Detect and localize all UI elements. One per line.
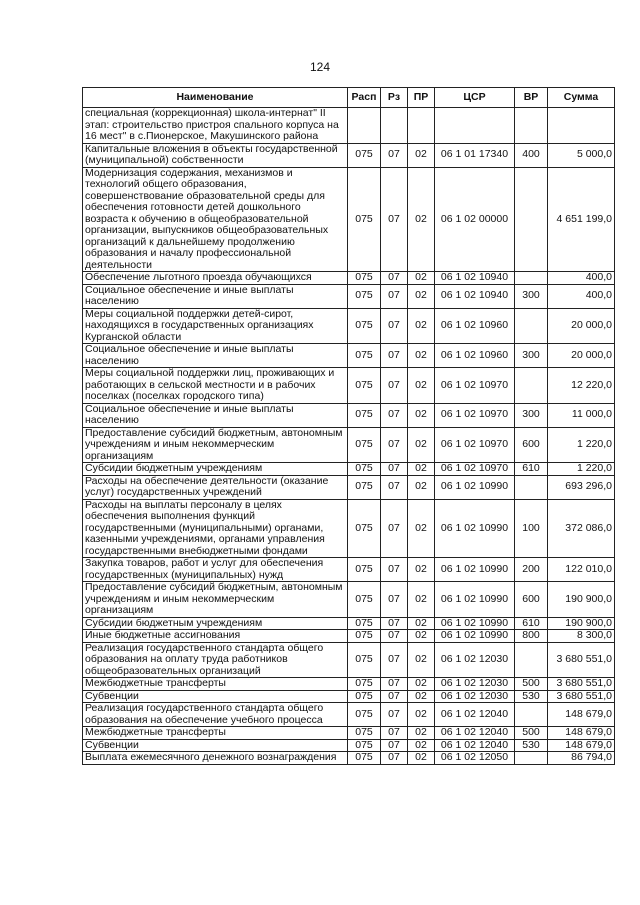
pr-cell (408, 108, 435, 144)
vr-cell: 610 (515, 617, 548, 630)
vr-cell: 800 (515, 630, 548, 643)
rasp-cell: 075 (348, 284, 381, 308)
rasp-cell: 075 (348, 427, 381, 463)
csr-cell: 06 1 02 00000 (435, 167, 515, 272)
sum-cell: 4 651 199,0 (548, 167, 615, 272)
name-cell: Социальное обеспечение и иные выплаты населению (83, 403, 348, 427)
pr-cell: 02 (408, 463, 435, 476)
name-cell: Расходы на обеспечение деятельности (оказание услуг) государственных учреждений (83, 475, 348, 499)
pr-cell: 02 (408, 284, 435, 308)
table-row (83, 284, 615, 308)
csr-cell: 06 1 02 10960 (435, 344, 515, 368)
sum-cell: 12 220,0 (548, 368, 615, 404)
name-cell: Субсидии бюджетным учреждениям (83, 617, 348, 630)
rasp-cell: 075 (348, 582, 381, 618)
vr-cell: 530 (515, 690, 548, 703)
name-cell: Меры социальной поддержки лиц, проживающих и работающих в сельской местности и в рабочих поселках (поселках городского типа) (83, 368, 348, 404)
pr-cell: 02 (408, 690, 435, 703)
table-row (83, 463, 615, 476)
rasp-cell: 075 (348, 308, 381, 344)
name-cell: Субвенции (83, 739, 348, 752)
pr-cell: 02 (408, 752, 435, 765)
vr-cell: 600 (515, 582, 548, 618)
rz-cell: 07 (381, 582, 408, 618)
name-cell: Предоставление субсидий бюджетным, автономным учреждениям и иным некоммерческим организациям (83, 582, 348, 618)
table-row (83, 739, 615, 752)
rz-cell: 07 (381, 368, 408, 404)
csr-cell: 06 1 02 12040 (435, 727, 515, 740)
rz-cell: 07 (381, 167, 408, 272)
table-row (83, 308, 615, 344)
sum-cell: 190 900,0 (548, 617, 615, 630)
pr-cell: 02 (408, 703, 435, 727)
rasp-cell: 075 (348, 617, 381, 630)
table-row (83, 427, 615, 463)
csr-cell: 06 1 02 12030 (435, 678, 515, 691)
name-cell: Иные бюджетные ассигнования (83, 630, 348, 643)
rz-cell: 07 (381, 308, 408, 344)
table-row (83, 642, 615, 678)
budget-table (82, 87, 615, 765)
csr-cell: 06 1 02 10970 (435, 463, 515, 476)
rasp-cell (348, 108, 381, 144)
pr-cell: 02 (408, 727, 435, 740)
table-row (83, 108, 615, 144)
vr-cell (515, 167, 548, 272)
rasp-cell: 075 (348, 690, 381, 703)
pr-cell: 02 (408, 642, 435, 678)
rasp-cell: 075 (348, 403, 381, 427)
name-cell: Субсидии бюджетным учреждениям (83, 463, 348, 476)
csr-cell: 06 1 02 12030 (435, 690, 515, 703)
table-row (83, 272, 615, 285)
sum-cell: 3 680 551,0 (548, 678, 615, 691)
pr-cell: 02 (408, 143, 435, 167)
rz-cell: 07 (381, 727, 408, 740)
sum-cell: 86 794,0 (548, 752, 615, 765)
table-row (83, 752, 615, 765)
header-csr: ЦСР (435, 88, 515, 108)
pr-cell: 02 (408, 368, 435, 404)
rz-cell: 07 (381, 344, 408, 368)
name-cell: Меры социальной поддержки детей-сирот, находящихся в государственных организациях Курганской области (83, 308, 348, 344)
rasp-cell: 075 (348, 272, 381, 285)
csr-cell: 06 1 02 10990 (435, 499, 515, 558)
pr-cell: 02 (408, 475, 435, 499)
sum-cell: 11 000,0 (548, 403, 615, 427)
rz-cell: 07 (381, 617, 408, 630)
table-row (83, 678, 615, 691)
name-cell: Реализация государственного стандарта общего образования на оплату труда работников общеобразовательных организаций (83, 642, 348, 678)
name-cell: Расходы на выплаты персоналу в целях обеспечения выполнения функций государственными (муниципальными) органами, казенными учреждениями, органами управления государственными внебюджетными фондами (83, 499, 348, 558)
rz-cell: 07 (381, 558, 408, 582)
vr-cell: 400 (515, 143, 548, 167)
rasp-cell: 075 (348, 143, 381, 167)
name-cell: Закупка товаров, работ и услуг для обеспечения государственных (муниципальных) нужд (83, 558, 348, 582)
csr-cell: 06 1 02 10940 (435, 272, 515, 285)
page-number: 124 (309, 60, 331, 74)
rz-cell: 07 (381, 284, 408, 308)
pr-cell: 02 (408, 272, 435, 285)
pr-cell: 02 (408, 630, 435, 643)
name-cell: Социальное обеспечение и иные выплаты населению (83, 284, 348, 308)
vr-cell (515, 642, 548, 678)
header-rz: Рз (381, 88, 408, 108)
vr-cell: 530 (515, 739, 548, 752)
vr-cell: 610 (515, 463, 548, 476)
rasp-cell: 075 (348, 678, 381, 691)
sum-cell: 190 900,0 (548, 582, 615, 618)
rasp-cell: 075 (348, 463, 381, 476)
name-cell: Выплата ежемесячного денежного вознаграждения (83, 752, 348, 765)
name-cell: Межбюджетные трансферты (83, 727, 348, 740)
rz-cell: 07 (381, 703, 408, 727)
table-row (83, 368, 615, 404)
sum-cell: 1 220,0 (548, 463, 615, 476)
csr-cell: 06 1 02 10990 (435, 582, 515, 618)
sum-cell: 20 000,0 (548, 344, 615, 368)
vr-cell: 600 (515, 427, 548, 463)
name-cell: Субвенции (83, 690, 348, 703)
sum-cell: 148 679,0 (548, 703, 615, 727)
sum-cell: 148 679,0 (548, 727, 615, 740)
name-cell: Реализация государственного стандарта общего образования на обеспечение учебного процесса (83, 703, 348, 727)
rz-cell (381, 108, 408, 144)
vr-cell (515, 368, 548, 404)
rasp-cell: 075 (348, 630, 381, 643)
sum-cell: 5 000,0 (548, 143, 615, 167)
header-vr: ВР (515, 88, 548, 108)
rasp-cell: 075 (348, 475, 381, 499)
vr-cell: 300 (515, 284, 548, 308)
name-cell: Социальное обеспечение и иные выплаты населению (83, 344, 348, 368)
vr-cell: 100 (515, 499, 548, 558)
vr-cell (515, 108, 548, 144)
rasp-cell: 075 (348, 727, 381, 740)
rasp-cell: 075 (348, 167, 381, 272)
rz-cell: 07 (381, 272, 408, 285)
pr-cell: 02 (408, 403, 435, 427)
sum-cell: 1 220,0 (548, 427, 615, 463)
rz-cell: 07 (381, 463, 408, 476)
csr-cell: 06 1 02 12050 (435, 752, 515, 765)
vr-cell: 300 (515, 344, 548, 368)
rz-cell: 07 (381, 690, 408, 703)
table-row (83, 703, 615, 727)
sum-cell (548, 108, 615, 144)
table-row (83, 690, 615, 703)
vr-cell: 200 (515, 558, 548, 582)
vr-cell (515, 703, 548, 727)
rz-cell: 07 (381, 403, 408, 427)
csr-cell (435, 108, 515, 144)
table-header-row (83, 88, 615, 108)
sum-cell: 148 679,0 (548, 739, 615, 752)
csr-cell: 06 1 02 10990 (435, 558, 515, 582)
vr-cell: 500 (515, 727, 548, 740)
csr-cell: 06 1 02 12040 (435, 739, 515, 752)
rasp-cell: 075 (348, 752, 381, 765)
sum-cell: 400,0 (548, 272, 615, 285)
rasp-cell: 075 (348, 499, 381, 558)
sum-cell: 8 300,0 (548, 630, 615, 643)
table-row (83, 403, 615, 427)
table-row (83, 558, 615, 582)
csr-cell: 06 1 02 10940 (435, 284, 515, 308)
pr-cell: 02 (408, 558, 435, 582)
pr-cell: 02 (408, 308, 435, 344)
rz-cell: 07 (381, 630, 408, 643)
rasp-cell: 075 (348, 368, 381, 404)
name-cell: Капитальные вложения в объекты государственной (муниципальной) собственности (83, 143, 348, 167)
pr-cell: 02 (408, 344, 435, 368)
sum-cell: 3 680 551,0 (548, 642, 615, 678)
header-pr: ПР (408, 88, 435, 108)
vr-cell (515, 308, 548, 344)
csr-cell: 06 1 02 10990 (435, 475, 515, 499)
rz-cell: 07 (381, 475, 408, 499)
rasp-cell: 075 (348, 739, 381, 752)
sum-cell: 693 296,0 (548, 475, 615, 499)
rasp-cell: 075 (348, 703, 381, 727)
pr-cell: 02 (408, 427, 435, 463)
sum-cell: 3 680 551,0 (548, 690, 615, 703)
csr-cell: 06 1 02 10970 (435, 368, 515, 404)
pr-cell: 02 (408, 582, 435, 618)
name-cell: Обеспечение льготного проезда обучающихся (83, 272, 348, 285)
vr-cell: 500 (515, 678, 548, 691)
csr-cell: 06 1 01 17340 (435, 143, 515, 167)
sum-cell: 20 000,0 (548, 308, 615, 344)
pr-cell: 02 (408, 678, 435, 691)
table-row (83, 475, 615, 499)
csr-cell: 06 1 02 10960 (435, 308, 515, 344)
sum-cell: 122 010,0 (548, 558, 615, 582)
vr-cell: 300 (515, 403, 548, 427)
name-cell: специальная (коррекционная) школа-интернат" II этап: строительство пристроя спального корпуса на 16 мест" в с.Пионерское, Макушинского района (83, 108, 348, 144)
rz-cell: 07 (381, 427, 408, 463)
table-row (83, 143, 615, 167)
table-row (83, 499, 615, 558)
vr-cell (515, 752, 548, 765)
table-row (83, 630, 615, 643)
pr-cell: 02 (408, 739, 435, 752)
sum-cell: 372 086,0 (548, 499, 615, 558)
vr-cell (515, 272, 548, 285)
pr-cell: 02 (408, 167, 435, 272)
name-cell: Межбюджетные трансферты (83, 678, 348, 691)
name-cell: Модернизация содержания, механизмов и технологий общего образования, совершенствование образовательной среды для обеспечения готовности детей дошкольного возраста к обучению в общеобразовательной организации, выпускников общеобразовательных организаций к дальнейшему продолжению образования и началу профессиональной деятельности (83, 167, 348, 272)
pr-cell: 02 (408, 499, 435, 558)
table-row (83, 727, 615, 740)
csr-cell: 06 1 02 10970 (435, 427, 515, 463)
rz-cell: 07 (381, 739, 408, 752)
rz-cell: 07 (381, 752, 408, 765)
rasp-cell: 075 (348, 344, 381, 368)
table-row (83, 344, 615, 368)
name-cell: Предоставление субсидий бюджетным, автономным учреждениям и иным некоммерческим организациям (83, 427, 348, 463)
csr-cell: 06 1 02 12030 (435, 642, 515, 678)
rasp-cell: 075 (348, 558, 381, 582)
rz-cell: 07 (381, 499, 408, 558)
pr-cell: 02 (408, 617, 435, 630)
table-body (83, 108, 615, 765)
sum-cell: 400,0 (548, 284, 615, 308)
table-row (83, 582, 615, 618)
csr-cell: 06 1 02 10990 (435, 630, 515, 643)
csr-cell: 06 1 02 10990 (435, 617, 515, 630)
csr-cell: 06 1 02 10970 (435, 403, 515, 427)
rz-cell: 07 (381, 642, 408, 678)
vr-cell (515, 475, 548, 499)
table-row (83, 167, 615, 272)
rz-cell: 07 (381, 143, 408, 167)
csr-cell: 06 1 02 12040 (435, 703, 515, 727)
rz-cell: 07 (381, 678, 408, 691)
header-name: Наименование (83, 88, 348, 108)
rasp-cell: 075 (348, 642, 381, 678)
header-sum: Сумма (548, 88, 615, 108)
header-rasp: Расп (348, 88, 381, 108)
table-row (83, 617, 615, 630)
